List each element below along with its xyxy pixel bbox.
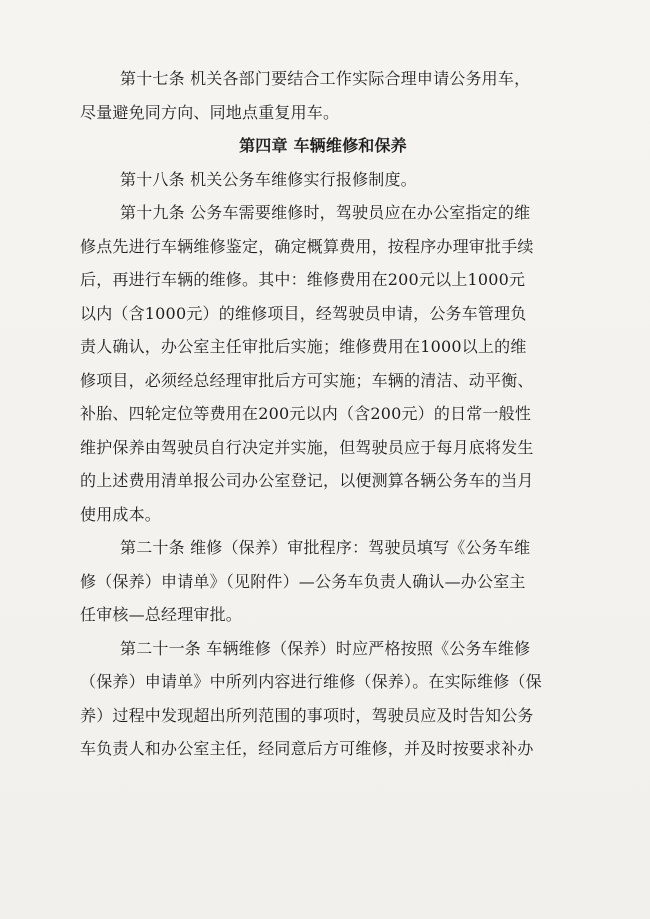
document-body <box>80 62 566 766</box>
article-20-line-2: 修（保养）申请单》（见附件）—公务车负责人确认—办公室主 <box>80 571 526 591</box>
article-19-line-10: 使用成本。 <box>80 504 162 524</box>
article-18: 第十八条 机关公务车维修实行报修制度。 <box>120 169 417 189</box>
article-19-line-9: 的上述费用清单报公司办公室登记，以便测算各辆公务车的当月 <box>80 471 534 490</box>
article-19-line-6: 修项目，必须经总经理审批后方可实施；车辆的清洁、动平衡、 <box>80 370 534 390</box>
article-20-line-1: 第二十条 维修（保养）审批程序：驾驶员填写《公务车维 <box>120 538 531 557</box>
article-17-line-1: 第十七条 机关各部门要结合工作实际合理申请公务用车， <box>120 69 531 88</box>
article-19-line-7: 补胎、四轮定位等费用在200元以内（含200元）的日常一般性 <box>80 404 532 423</box>
article-21-line-2: （保养）申请单》中所列内容进行维修（保养）。在实际维修（保 <box>80 672 542 691</box>
chapter-heading: 第四章 车辆维修和保养 <box>239 136 407 155</box>
article-21-line-3: 养）过程中发现超出所列范围的事项时，驾驶员应及时告知公务 <box>80 705 534 725</box>
article-19-line-4: 以内（含1000元）的维修项目，经驾驶员申请，公务车管理负 <box>80 303 527 323</box>
article-21-line-4: 车负责人和办公室主任，经同意后方可维修，并及时按要求补办 <box>80 739 534 758</box>
article-17-line-2: 尽量避免同方向、同地点重复用车。 <box>80 102 340 122</box>
article-19-line-3: 后，再进行车辆的维修。其中：维修费用在200元以上1000元 <box>80 270 526 289</box>
article-19-line-1: 第十九条 公务车需要维修时，驾驶员应在办公室指定的维 <box>120 203 531 222</box>
article-19-line-2: 修点先进行车辆维修鉴定，确定概算费用，按程序办理审批手续 <box>80 236 534 256</box>
article-20-line-3: 任审核—总经理审批。 <box>80 605 243 624</box>
article-21-line-1: 第二十一条 车辆维修（保养）时应严格按照《公务车维修 <box>120 638 531 658</box>
article-19-line-8: 维护保养由驾驶员自行决定并实施，但驾驶员应于每月底将发生 <box>80 437 534 457</box>
article-19-line-5: 责人确认，办公室主任审批后实施；维修费用在1000以上的维 <box>80 337 527 356</box>
